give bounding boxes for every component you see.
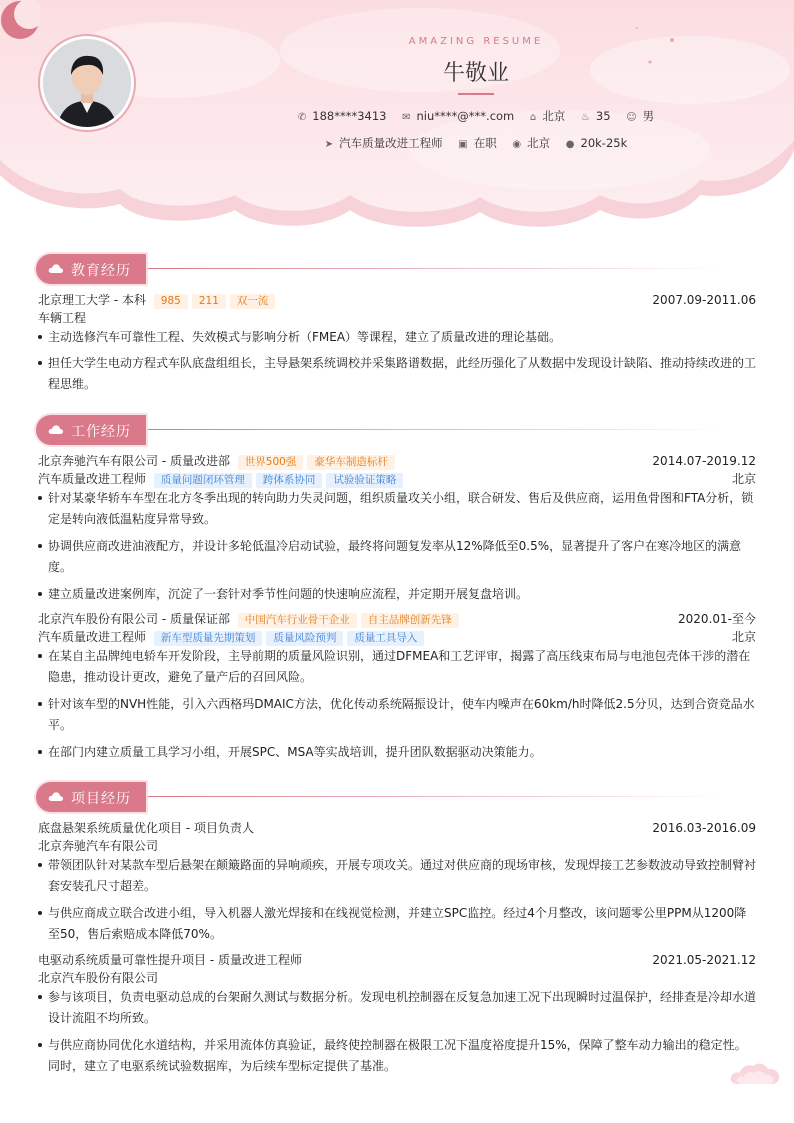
info-row-2 [266, 135, 686, 151]
location-pin-icon: ◉ [512, 139, 522, 150]
job-date: 2020.01-至今 [678, 612, 756, 626]
bullet-dot [38, 1043, 42, 1047]
role-tag: 质量风险预判 [266, 631, 343, 646]
job-role: 汽车质量改进工程师 [38, 630, 147, 644]
education-school-line [38, 291, 756, 309]
job-date: 2014.07-2019.12 [652, 454, 756, 468]
project-company: 北京奔驰汽车有限公司 [38, 839, 159, 853]
section-divider [148, 429, 726, 430]
salary-value: 20k-25k [580, 136, 628, 150]
list-item [38, 694, 756, 736]
decorative-cloud-icon [728, 1058, 784, 1086]
education-major-line [38, 309, 756, 327]
bullet-dot [38, 863, 42, 867]
list-item [38, 488, 756, 530]
phone-value: 188****3413 [312, 109, 387, 123]
bullet-text: 与供应商协同优化水道结构，并采用流体仿真验证，最终使控制器在极限工况下温度裕度提升15%，保障了整车动力输出的稳定性。同时，建立了电驱系统试验数据库，为后续车型标定提供了基准。 [48, 1038, 747, 1073]
bullet-text: 针对该车型的NVH性能，引入六西格玛DMAIC方法，优化传动系统隔振设计，使车内噪声在60km/h时降低2.5分贝，达到合资竞品水平。 [48, 697, 755, 732]
list-item [38, 646, 756, 688]
bullet-dot [38, 911, 42, 915]
list-item [38, 742, 756, 763]
bullet-text: 协调供应商改进油液配方，并设计多轮低温冷启动试验，最终将问题复发率从12%降低至0.5%，显著提升了客户在寒冷地区的满意度。 [48, 539, 742, 574]
info-email [402, 109, 514, 123]
section-title: 项目经历 [71, 791, 131, 807]
company-tag: 自主品牌创新先锋 [361, 613, 459, 628]
info-home [530, 108, 565, 124]
cloud-icon [48, 263, 64, 274]
person-photo-icon [43, 39, 131, 127]
section-pill [36, 254, 146, 284]
major: 车辆工程 [38, 311, 87, 325]
role-tag: 质量问题闭环管理 [154, 473, 252, 488]
info-position [325, 135, 443, 151]
brand-text: AMAZING RESUME [408, 36, 544, 47]
bullet-dot [38, 750, 42, 754]
phone-icon: ✆ [297, 112, 307, 123]
project-company-line [38, 837, 756, 855]
job-role: 汽车质量改进工程师 [38, 472, 147, 486]
section-title: 工作经历 [71, 424, 131, 440]
school-tag: 985 [154, 294, 188, 309]
info-salary [566, 136, 627, 150]
section-pill [36, 782, 146, 812]
name-underline [458, 93, 494, 95]
list-item [38, 584, 756, 605]
home-value: 北京 [542, 109, 566, 123]
email-value: niu****@***.com [416, 109, 515, 123]
bullet-text: 针对某豪华轿车车型在北方冬季出现的转向助力失灵问题，组织质量攻关小组，联合研发、售后及供应商，运用鱼骨图和FTA分析，锁定是转向液低温粘度异常导致。 [48, 491, 754, 526]
bullet-text: 与供应商成立联合改进小组，导入机器人激光焊接和在线视觉检测，并建立SPC监控。经过4个月整改，该问题零公里PPM从1200降至50，售后索赔成本降低70%。 [48, 906, 747, 941]
bullet-dot [38, 361, 42, 365]
bullet-dot [38, 995, 42, 999]
bullet-dot [38, 654, 42, 658]
info-gender [626, 108, 654, 124]
project-company: 北京汽车股份有限公司 [38, 971, 159, 985]
bullet-text: 建立质量改进案例库，沉淀了一套针对季节性问题的快速响应流程，并定期开展复盘培训。 [48, 587, 529, 601]
bullet-text: 参与该项目，负责电驱动总成的台架耐久测试与数据分析。发现电机控制器在反复急加速工况下出现瞬时过温保护，经排查是冷却水道设计流阻不均所致。 [48, 990, 757, 1025]
role-tag: 试验验证策略 [326, 473, 403, 488]
info-city [512, 135, 550, 151]
bullet-dot [38, 592, 42, 596]
list-item [38, 1035, 756, 1077]
company-name: 北京汽车股份有限公司 - 质量保证部 [38, 612, 230, 626]
section-divider [148, 268, 726, 269]
gender-value: 男 [642, 109, 655, 123]
candidate-name: 牛敬业 [442, 61, 509, 86]
role-tag: 跨体系协同 [256, 473, 323, 488]
mail-icon: ✉ [402, 112, 411, 123]
project-company-line [38, 969, 756, 987]
bullet-dot [38, 335, 42, 339]
cloud-icon [48, 424, 64, 435]
school-tag: 双一流 [230, 294, 276, 309]
projects-section-header [36, 782, 726, 812]
job-company-line [38, 452, 756, 470]
moon-icon [0, 0, 40, 40]
education-section-header [36, 254, 726, 284]
work-section-header [36, 415, 726, 445]
company-tag: 中国汽车行业骨干企业 [238, 613, 357, 628]
send-icon: ➤ [324, 139, 334, 150]
list-item [38, 353, 756, 395]
list-item [38, 536, 756, 578]
bullet-dot [38, 544, 42, 548]
city-value: 北京 [527, 136, 551, 150]
education-date: 2007.09-2011.06 [652, 293, 756, 307]
list-item [38, 987, 756, 1029]
list-item [38, 327, 756, 348]
age-value: 35 [595, 109, 611, 123]
job-role-line [38, 628, 756, 646]
company-tag: 世界500强 [238, 455, 304, 470]
project-date: 2021.05-2021.12 [652, 953, 756, 967]
list-item [38, 903, 756, 945]
role-tag: 质量工具导入 [347, 631, 424, 646]
project-name-line [38, 951, 756, 969]
job-city: 北京 [731, 472, 756, 486]
coin-icon: ● [565, 139, 575, 150]
bullet-text: 在某自主品牌纯电轿车开发阶段，主导前期的质量风险识别，通过DFMEA和工艺评审，揭露了高压线束布局与电池包壳体干涉的潜在隐患，推动设计更改，避免了量产后的召回风险。 [48, 649, 751, 684]
job-company-line [38, 610, 756, 628]
bullet-text: 担任大学生电动方程式车队底盘组组长，主导悬架系统调校并采集路谱数据，此经历强化了从数据中发现设计缺陷、推动持续改进的工程思维。 [48, 356, 757, 391]
company-tag: 豪华车制造标杆 [307, 455, 395, 470]
section-title: 教育经历 [71, 263, 131, 279]
role-tag: 新车型质量先期策划 [154, 631, 263, 646]
bullet-dot [38, 702, 42, 706]
list-item [38, 855, 756, 897]
project-date: 2016.03-2016.09 [652, 821, 756, 835]
bullet-dot [38, 496, 42, 500]
job-city: 北京 [731, 630, 756, 644]
info-age [581, 109, 611, 123]
school-name: 北京理工大学 - 本科 [38, 293, 146, 307]
cake-icon: ♨ [580, 112, 590, 123]
status-value: 在职 [473, 136, 497, 150]
avatar [40, 36, 134, 130]
face-icon: ☺ [626, 112, 637, 123]
job-role-line [38, 470, 756, 488]
position-value: 汽车质量改进工程师 [339, 136, 443, 150]
project-name: 底盘悬架系统质量优化项目 - 项目负责人 [38, 821, 254, 835]
bullet-text: 主动选修汽车可靠性工程、失效模式与影响分析（FMEA）等课程，建立了质量改进的理论基础。 [48, 330, 562, 344]
project-name-line [38, 819, 756, 837]
info-row-1 [266, 108, 686, 124]
company-name: 北京奔驰汽车有限公司 - 质量改进部 [38, 454, 230, 468]
bullet-text: 带领团队针对某款车型后悬架在颠簸路面的异响顽疾，开展专项攻关。通过对供应商的现场审核，发现焊接工艺参数波动导致控制臂衬套安装孔尺寸超差。 [48, 858, 757, 893]
info-phone [298, 109, 387, 123]
school-tag: 211 [192, 294, 226, 309]
info-status [458, 135, 496, 151]
briefcase-icon: ▣ [458, 139, 468, 150]
home-icon: ⌂ [529, 112, 537, 123]
bullet-text: 在部门内建立质量工具学习小组，开展SPC、MSA等实战培训，提升团队数据驱动决策能力。 [48, 745, 542, 759]
project-name: 电驱动系统质量可靠性提升项目 - 质量改进工程师 [38, 953, 302, 967]
cloud-icon [48, 791, 64, 802]
resume-header [0, 0, 794, 240]
section-pill [36, 415, 146, 445]
section-divider [148, 796, 726, 797]
